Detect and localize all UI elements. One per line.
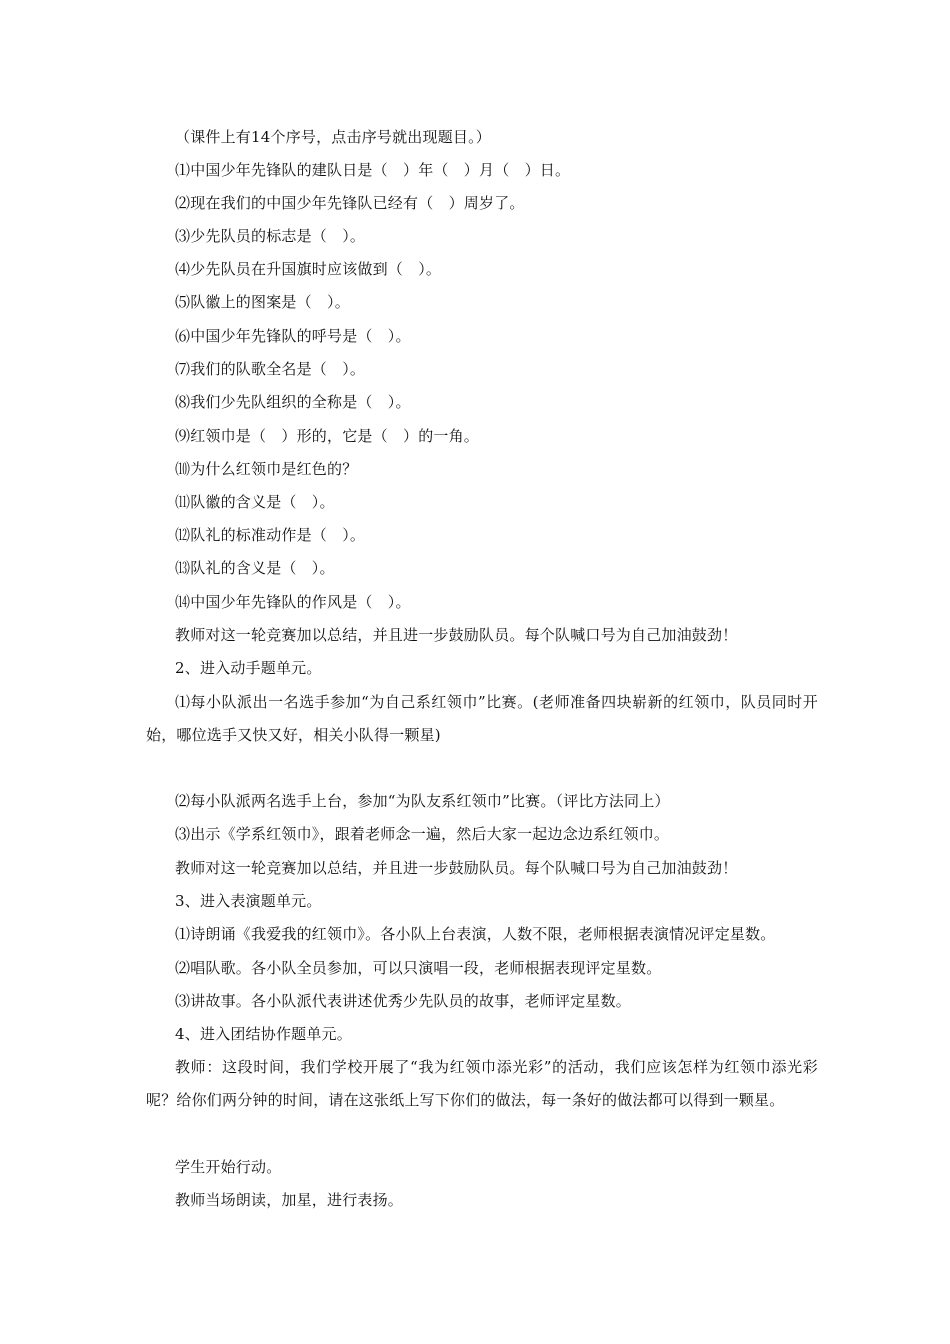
- teacher-praise: 教师当场朗读，加星，进行表扬。: [175, 1191, 404, 1209]
- question-11: ⑾队徽的含义是（ ）。: [175, 493, 335, 511]
- question-13: ⒀队礼的含义是（ ）。: [175, 559, 335, 577]
- question-6: ⑹中国少年先锋队的呼号是（ ）。: [175, 327, 411, 345]
- task-tie-self: ⑴每小队派出一名选手参加“为自己系红领巾”比赛。(老师准备四块崭新的红领巾，队员同时开始，哪位选手又快又好，相关小队得一颗星): [146, 693, 818, 745]
- question-12: ⑿队礼的标准动作是（ ）。: [175, 526, 366, 544]
- question-8: ⑻我们少先队组织的全称是（ ）。: [175, 393, 411, 411]
- teamwork-instructions: 教师：这段时间，我们学校开展了“我为红领巾添光彩”的活动，我们应该怎样为红领巾添光彩呢？给你们两分钟的时间，请在这张纸上写下你们的做法，每一条好的做法都可以得到一颗星。: [146, 1058, 818, 1110]
- question-4: ⑷少先队员在升国旗时应该做到（ ）。: [175, 260, 442, 278]
- question-10: ⑽为什么红领巾是红色的？: [175, 460, 358, 478]
- question-9: ⑼红领巾是（ ）形的，它是（ ）的一角。: [175, 427, 480, 445]
- performance-poem: ⑴诗朗诵《我爱我的红领巾》。各小队上台表演，人数不限，老师根据表演情况评定星数。: [175, 925, 776, 943]
- section-heading-3: 3、进入表演题单元。: [175, 892, 322, 910]
- students-act: 学生开始行动。: [175, 1158, 282, 1176]
- question-14: ⒁中国少年先锋队的作风是（ ）。: [175, 593, 411, 611]
- performance-story: ⑶讲故事。各小队派代表讲述优秀少先队员的故事，老师评定星数。: [175, 992, 632, 1010]
- question-7: ⑺我们的队歌全名是（ ）。: [175, 360, 366, 378]
- task-recite-tie: ⑶出示《学系红领巾》，跟着老师念一遍，然后大家一起边念边系红领巾。: [175, 825, 670, 843]
- section-heading-2: 2、进入动手题单元。: [175, 659, 322, 677]
- intro-note: （课件上有14个序号，点击序号就出现题目。）: [175, 128, 491, 146]
- performance-song: ⑵唱队歌。各小队全员参加，可以只演唱一段，老师根据表现评定星数。: [175, 959, 662, 977]
- teacher-summary-1: 教师对这一轮竞赛加以总结，并且进一步鼓励队员。每个队喊口号为自己加油鼓劲！: [175, 626, 738, 644]
- teacher-summary-2: 教师对这一轮竞赛加以总结，并且进一步鼓励队员。每个队喊口号为自己加油鼓劲！: [175, 859, 738, 877]
- question-3: ⑶少先队员的标志是（ ）。: [175, 227, 366, 245]
- question-1: ⑴中国少年先锋队的建队日是（ ）年（ ）月（ ）日。: [175, 161, 571, 179]
- section-heading-4: 4、进入团结协作题单元。: [175, 1025, 352, 1043]
- question-5: ⑸队徽上的图案是（ ）。: [175, 293, 350, 311]
- task-tie-teammate: ⑵每小队派两名选手上台，参加“为队友系红领巾”比赛。（评比方法同上）: [175, 792, 670, 810]
- question-2: ⑵现在我们的中国少年先锋队已经有（ ）周岁了。: [175, 194, 525, 212]
